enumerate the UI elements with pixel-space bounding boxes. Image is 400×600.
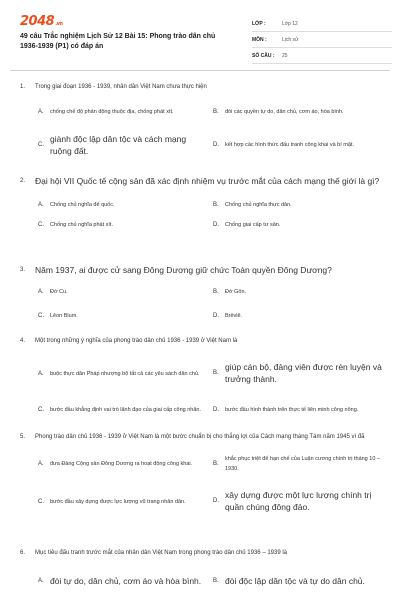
option-text: bước đầu khẳng định vai trò lãnh đạo của giai cấp công nhân. [50, 407, 202, 413]
logo-text: 2048 [20, 14, 55, 29]
meta-value: Lịch sử [282, 36, 299, 43]
question-stem [20, 548, 390, 558]
option-c[interactable] [38, 398, 208, 422]
option-a[interactable] [38, 452, 208, 476]
option-letter: A. [38, 578, 44, 584]
option-letter: D. [213, 313, 219, 319]
meta-row-count [252, 48, 392, 64]
option-c[interactable] [38, 132, 208, 158]
question-number: 2. [20, 178, 26, 184]
answer-options [38, 100, 390, 158]
logo-suffix: .vn [55, 21, 63, 27]
option-text: đưa Đảng Cộng sản Đông Dương ra hoạt động công khai. [50, 461, 193, 467]
option-d[interactable] [213, 488, 383, 514]
option-a[interactable] [38, 362, 208, 386]
option-letter: D. [213, 498, 219, 504]
question-1 [20, 82, 390, 158]
option-letter: B. [213, 109, 219, 115]
question-text: Đại hội VII Quốc tế cộng sản đã xác định nhiệm vụ trước mắt của cách mạng thế giới là gì? [35, 176, 380, 186]
meta-value: Lớp 12 [282, 20, 298, 27]
option-letter: B. [213, 202, 219, 208]
option-text: giành độc lập dân tộc và cách mạng ruộng đất. [50, 134, 187, 156]
option-text: kết hợp các hình thức đấu tranh công khai và bí mật. [225, 142, 354, 148]
question-number: 5. [20, 434, 26, 440]
option-b[interactable] [213, 452, 383, 476]
option-text: Chống chủ nghĩa đế quốc. [50, 202, 115, 208]
option-letter: C. [38, 142, 44, 148]
meta-value: 25 [282, 52, 288, 59]
option-letter: A. [38, 461, 44, 467]
option-letter: B. [213, 370, 219, 376]
option-b[interactable] [213, 199, 383, 211]
option-text: chống chế độ phản động thuộc địa, chống phát xít. [50, 109, 174, 115]
meta-key: SỐ CÂU : [252, 52, 275, 59]
option-letter: D. [213, 222, 219, 228]
option-text: bước đầu hình thành trên thực tế liên minh công nông. [225, 407, 359, 413]
option-text: Lêon Blum. [50, 313, 78, 319]
option-d[interactable] [213, 398, 383, 422]
option-text: Brêviê. [225, 313, 243, 319]
option-text: Chống chủ nghĩa thực dân. [225, 202, 292, 208]
question-4 [20, 336, 390, 424]
meta-key: MÔN : [252, 36, 267, 43]
option-text: đòi độc lập dân tộc và tự do dân chủ. [225, 576, 365, 586]
question-stem [20, 264, 390, 276]
option-letter: D. [213, 407, 219, 413]
meta-key: LỚP : [252, 20, 266, 27]
option-text: Chống chủ nghĩa phát xít. [50, 222, 113, 228]
option-text: xây dựng được một lực lượng chính trị quần chúng đông đảo. [225, 490, 372, 512]
option-letter: B. [213, 289, 219, 295]
option-a[interactable] [38, 568, 208, 594]
question-6 [20, 548, 390, 594]
option-letter: C. [38, 499, 44, 505]
question-stem [20, 175, 390, 187]
option-text: đòi các quyền tự do, dân chủ, cơm áo, hòa bình. [225, 109, 344, 115]
option-letter: C. [38, 222, 44, 228]
option-c[interactable] [38, 219, 208, 231]
question-text: Phong trào dân chủ 1936 - 1939 ở Việt Nam là một bước chuẩn bị cho thắng lợi của Cách mạng tháng Tám năm 1945 vì đã [35, 434, 365, 440]
site-logo[interactable] [20, 14, 62, 29]
question-number: 1. [20, 84, 26, 90]
option-b[interactable] [213, 100, 383, 124]
option-text: buộc thực dân Pháp nhượng bộ tất cả các yêu sách dân chủ. [50, 371, 200, 377]
option-letter: A. [38, 202, 44, 208]
option-text: bước đầu xây dựng được lực lượng vũ trang nhân dân. [50, 499, 186, 505]
option-text: giúp cán bộ, đảng viên được rèn luyện và trưởng thành. [225, 362, 382, 384]
answer-options [38, 284, 390, 324]
question-2 [20, 175, 390, 235]
header-divider [10, 70, 390, 71]
document-title: 49 câu Trắc nghiệm Lịch Sử 12 Bài 15: Phong trào dân chủ 1936-1939 (P1) có đáp án [20, 33, 216, 50]
question-text: Mục tiêu đấu tranh trước mắt của nhân dân Việt Nam trong phong trào dân chủ 1936 – 1939 là [35, 550, 288, 556]
answer-options [38, 354, 390, 424]
answer-options [38, 195, 390, 235]
question-number: 6. [20, 550, 26, 556]
option-d[interactable] [213, 310, 383, 322]
option-b[interactable] [213, 286, 383, 298]
option-letter: A. [38, 109, 44, 115]
option-text: Chống giai cấp tư sản. [225, 222, 281, 228]
option-a[interactable] [38, 199, 208, 211]
question-3 [20, 264, 390, 324]
option-d[interactable] [213, 132, 383, 158]
option-letter: A. [38, 289, 44, 295]
question-text: Một trong những ý nghĩa của phong trào dân chủ 1936 - 1939 ở Việt Nam là [35, 338, 238, 344]
question-stem [20, 336, 390, 346]
document-header [0, 0, 400, 68]
option-c[interactable] [38, 490, 208, 514]
question-stem [20, 432, 390, 442]
option-b[interactable] [213, 568, 383, 594]
option-text: Đờ Cu. [50, 289, 68, 295]
answer-options [38, 566, 390, 594]
document-meta [252, 16, 392, 64]
question-text: Trong giai đoạn 1936 - 1939, nhân dân Việt Nam chưa thực hiện [35, 84, 207, 90]
question-stem [20, 82, 390, 92]
question-number: 3. [20, 267, 26, 273]
option-letter: A. [38, 371, 44, 377]
option-b[interactable] [213, 360, 383, 386]
option-d[interactable] [213, 219, 383, 231]
option-letter: B. [213, 578, 219, 584]
option-a[interactable] [38, 100, 208, 124]
answer-options [38, 450, 390, 522]
option-text: khắc phục triệt để hạn chế của Luận cương chính trị tháng 10 – 1930. [225, 456, 380, 472]
question-number: 4. [20, 338, 26, 344]
question-5 [20, 432, 390, 522]
option-text: đòi tự do, dân chủ, cơm áo và hòa bình. [50, 576, 202, 586]
option-a[interactable] [38, 286, 208, 298]
option-letter: D. [213, 142, 219, 148]
question-text: Năm 1937, ai được cử sang Đông Dương giữ chức Toàn quyền Đông Dương? [35, 265, 332, 275]
meta-row-class [252, 16, 392, 32]
option-letter: C. [38, 407, 44, 413]
option-c[interactable] [38, 310, 208, 322]
option-letter: B. [213, 461, 219, 467]
meta-row-subject [252, 32, 392, 48]
option-text: Đờ Gôn. [225, 289, 247, 295]
option-letter: C. [38, 313, 44, 319]
